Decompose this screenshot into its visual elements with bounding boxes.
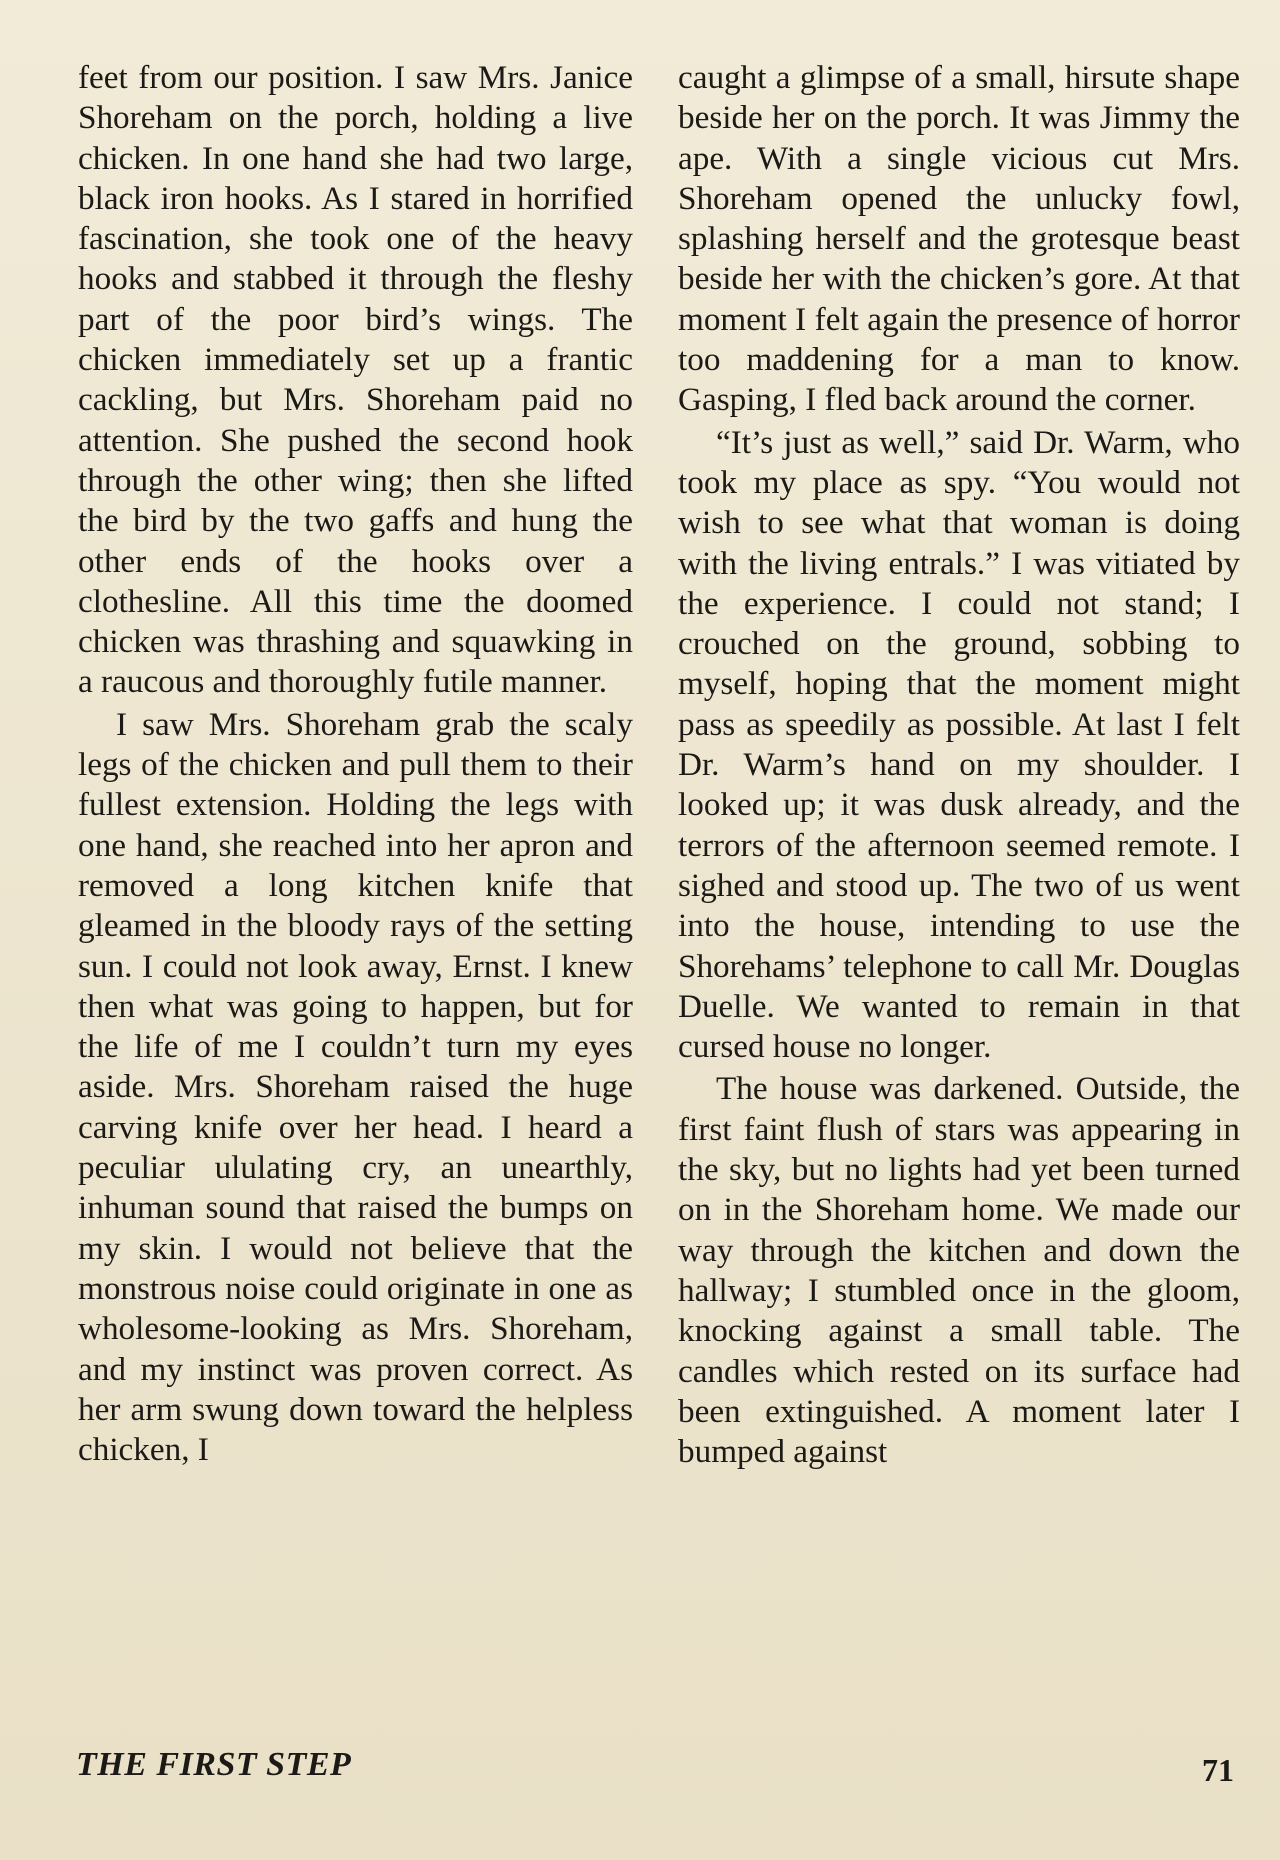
paragraph: I saw Mrs. Shoreham grab the scaly legs of the chicken and pull them to their fullest extension. Holding the legs with one hand, she reached into her apron and removed a long kitchen knife that gleamed in the bloody rays of the setting sun. I could not look away, Ernst. I knew then what was going to happen, but for the life of me I couldn’t turn my eyes aside. Mrs. Shoreham raised the huge carving knife over her head. I heard a peculiar ululating cry, an unearthly, inhuman sound that raised the bumps on my skin. I would not believe that the monstrous noise could originate in one as wholesome-looking as Mrs. Shoreham, and my instinct was proven correct. As her arm swung down toward the helpless chicken, I xyxy=(78,705,633,1469)
paragraph: “It’s just as well,” said Dr. Warm, who took my place as spy. “You would not wish to see what that woman is doing with the living entrals.” I was vitiated by the experience. I could not stand; I crouched on the ground, sobbing to myself, hoping that the moment might pass as speedily as possible. At last I felt Dr. Warm’s hand on my shoulder. I looked up; it was dusk already, and the terrors of the afternoon seemed remote. I sighed and stood up. The two of us went into the house, intending to use the Shorehams’ telephone to call Mr. Douglas Duelle. We wanted to remain in that cursed house no longer. xyxy=(678,423,1240,1066)
running-footer-title: THE FIRST STEP xyxy=(76,1746,352,1783)
paragraph: The house was darkened. Outside, the first faint flush of stars was appearing in the sky, but no lights had yet been turned on in the Shoreham home. We made our way through the kitchen and down the hallway; I stumbled once in the gloom, knocking against a small table. The candles which rested on its surface had been extinguished. A moment later I bumped against xyxy=(678,1070,1240,1471)
text-column-right xyxy=(678,58,1240,1472)
paragraph: feet from our position. I saw Mrs. Janice Shoreham on the porch, holding a live chicken. In one hand she had two large, black iron hooks. As I stared in horrified fascination, she took one of the heavy hooks and stabbed it through the fleshy part of the poor bird’s wings. The chicken immediately set up a frantic cackling, but Mrs. Shoreham paid no attention. She pushed the second hook through the other wing; then she lifted the bird by the two gaffs and hung the other ends of the hooks over a clothesline. All this time the doomed chicken was thrashing and squawking in a raucous and thoroughly futile manner. xyxy=(78,59,633,701)
paragraph: caught a glimpse of a small, hirsute shape beside her on the porch. It was Jimmy the ape. With a single vicious cut Mrs. Shoreham opened the unlucky fowl, splashing herself and the grotesque beast beside her with the chicken’s gore. At that moment I felt again the presence of horror too maddening for a man to know. Gasping, I fled back around the corner. xyxy=(678,59,1240,419)
text-column-left xyxy=(78,58,633,1470)
page-number: 71 xyxy=(1202,1752,1234,1788)
